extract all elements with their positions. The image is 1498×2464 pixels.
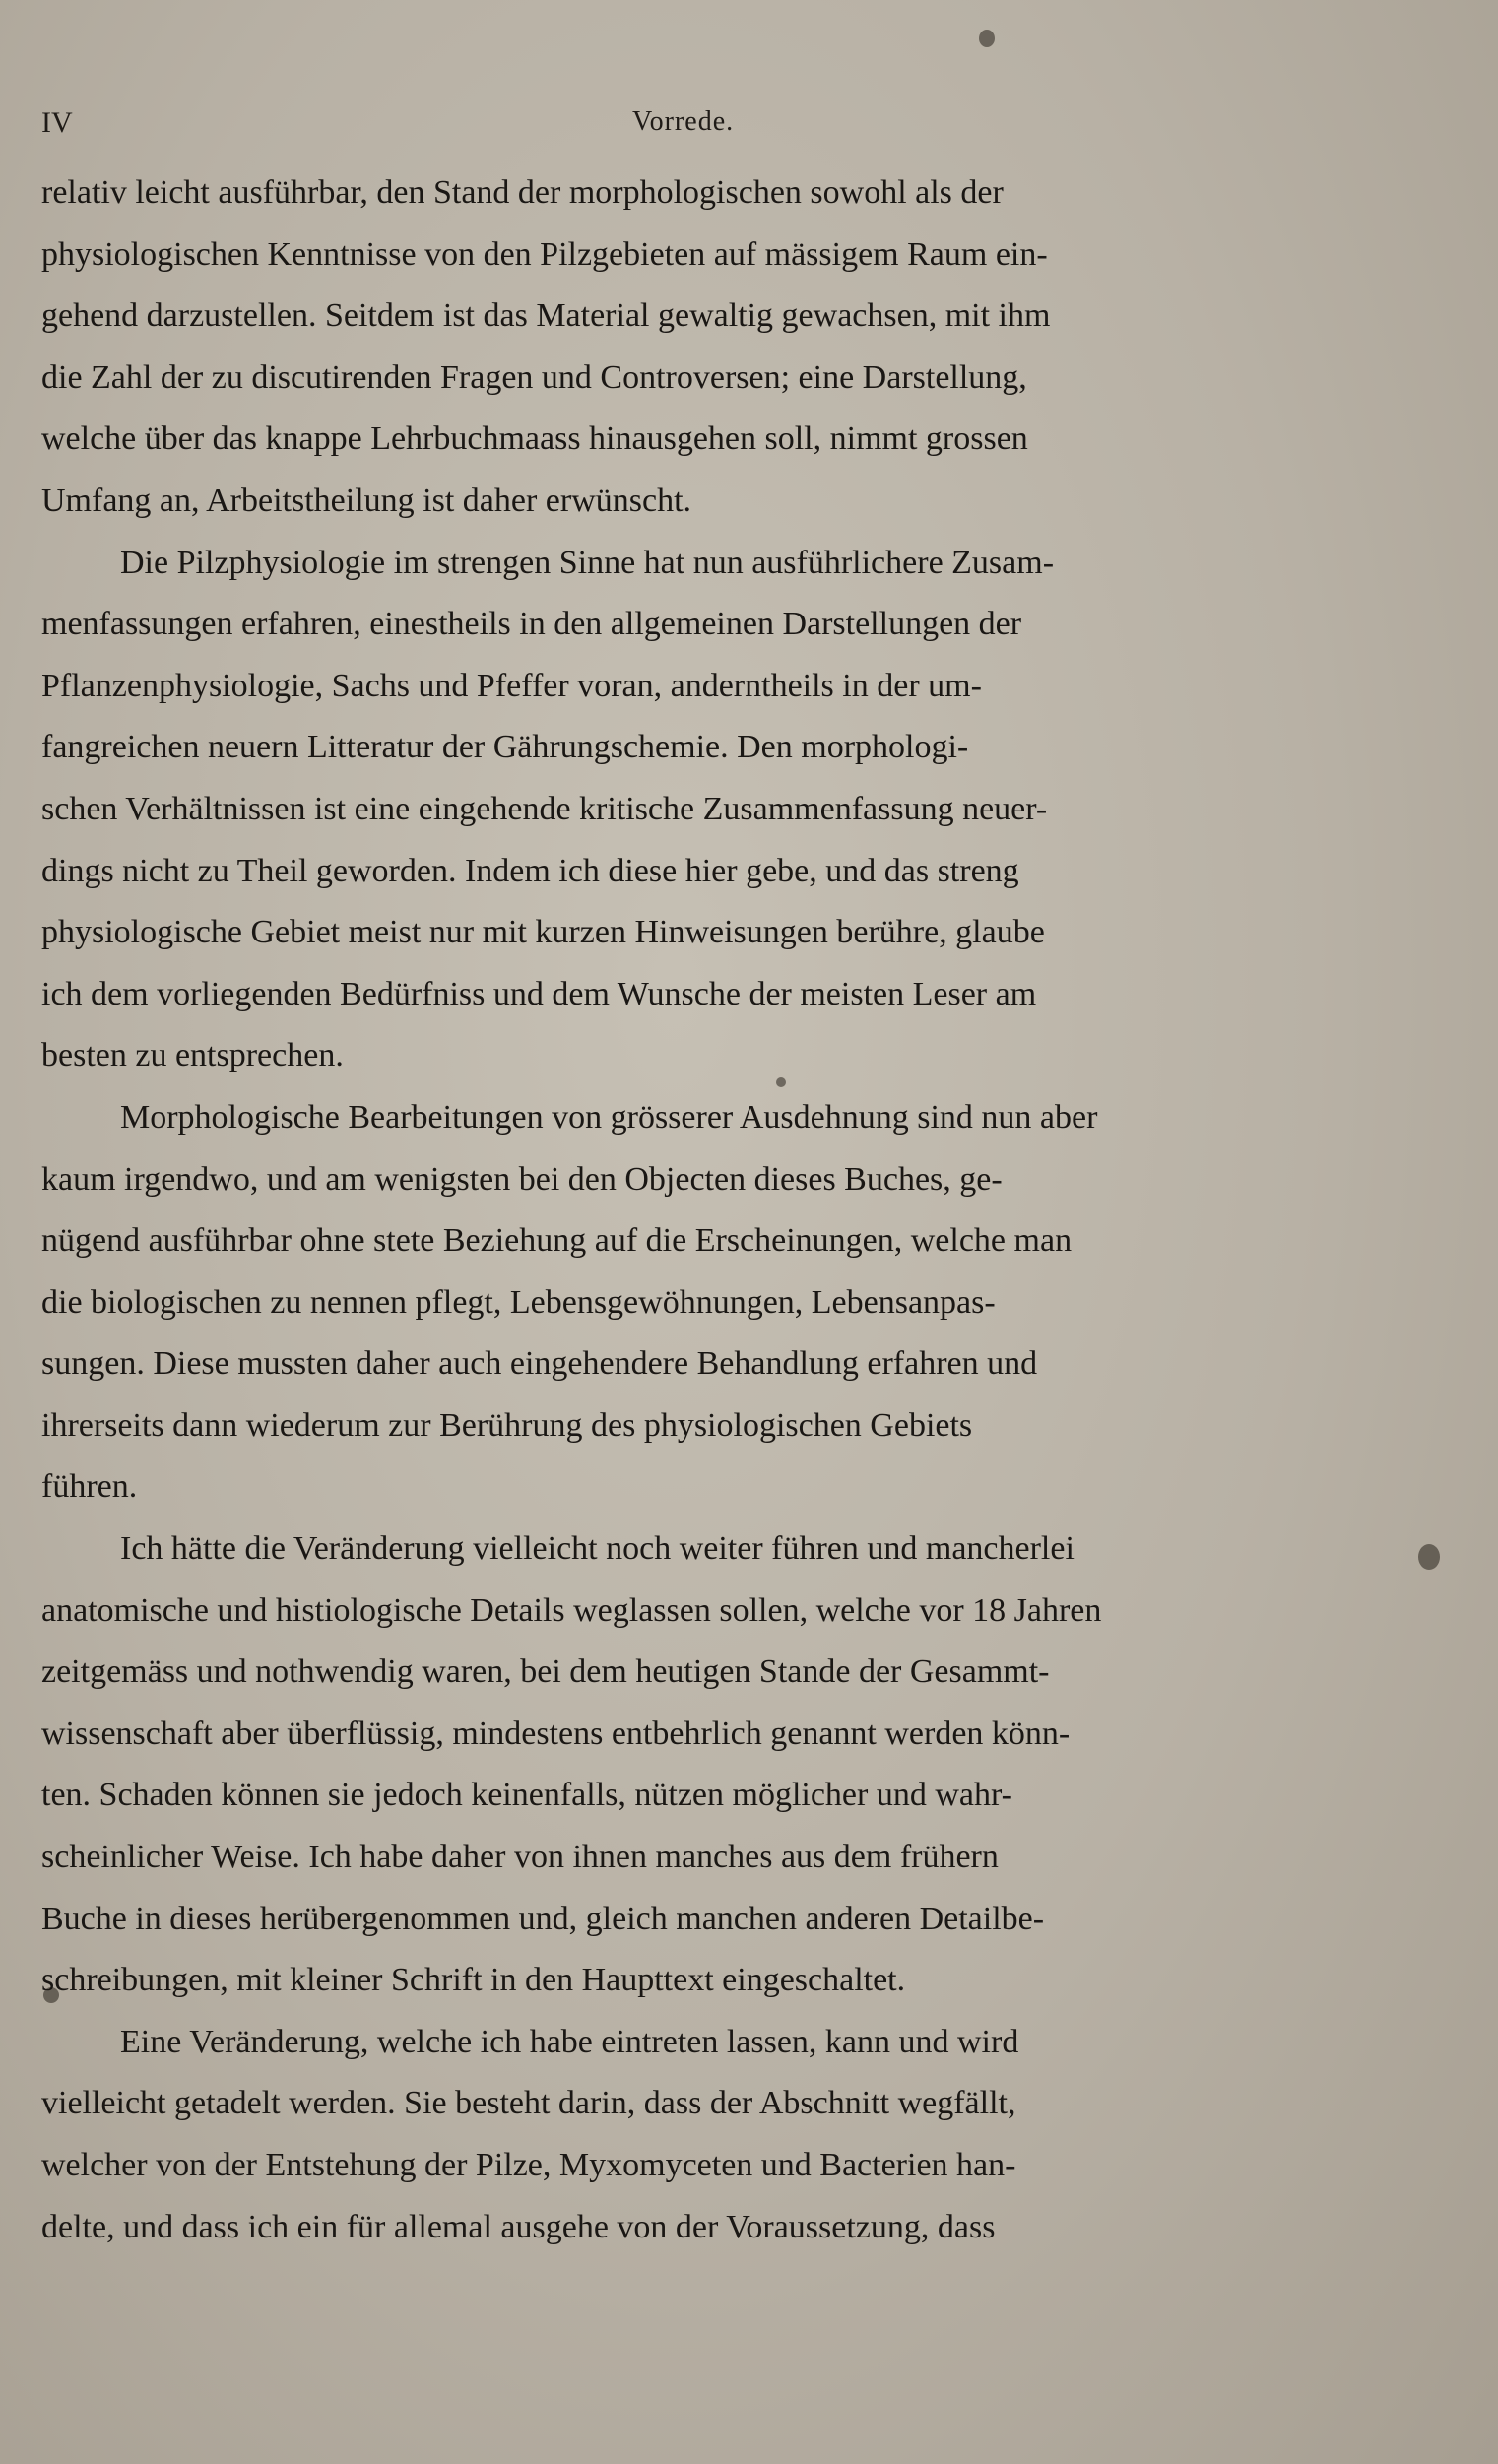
text-line: ihrerseits dann wiederum zur Berührung des physiologischen Gebiets	[41, 1406, 973, 1444]
paragraph	[41, 1519, 1366, 2012]
text-line: fangreichen neuern Litteratur der Gährungschemie. Den morphologi-	[41, 729, 969, 766]
paragraph	[41, 533, 1366, 1087]
text-line: scheinlicher Weise. Ich habe daher von ihnen manches aus dem frühern	[41, 1839, 999, 1876]
body-text	[41, 162, 1366, 2258]
text-line: anatomische und histiologische Details weglassen sollen, welche vor 18 Jahren	[41, 1591, 1102, 1629]
text-line: menfassungen erfahren, einestheils in den allgemeinen Darstellungen der	[41, 606, 1022, 643]
text-line: Buche in dieses herübergenommen und, gleich manchen anderen Detailbe-	[41, 1900, 1045, 1937]
page-number: IV	[41, 106, 73, 139]
ink-spot	[1418, 1544, 1440, 1570]
text-line: kaum irgendwo, und am wenigsten bei den Objecten dieses Buches, ge-	[41, 1160, 1003, 1198]
text-line: welche über das knappe Lehrbuchmaass hinausgehen soll, nimmt grossen	[41, 421, 1028, 458]
paragraph	[41, 1087, 1366, 1519]
text-line: ten. Schaden können sie jedoch keinenfalls, nützen möglicher und wahr-	[41, 1777, 1012, 1814]
text-line: Morphologische Bearbeitungen von grösserer Ausdehnung sind nun aber	[120, 1098, 1098, 1135]
text-line: zeitgemäss und nothwendig waren, bei dem heutigen Stande der Gesammt-	[41, 1653, 1050, 1691]
paragraph	[41, 162, 1366, 533]
paragraph	[41, 2012, 1366, 2258]
text-line: nügend ausführbar ohne stete Beziehung auf die Erscheinungen, welche man	[41, 1222, 1073, 1260]
text-line: dings nicht zu Theil geworden. Indem ich diese hier gebe, und das streng	[41, 852, 1019, 889]
text-line: relativ leicht ausführbar, den Stand der morphologischen sowohl als der	[41, 174, 1004, 211]
text-line: Ich hätte die Veränderung vielleicht noch weiter führen und mancherlei	[120, 1530, 1075, 1568]
running-title: Vorrede.	[632, 106, 735, 137]
text-line: gehend darzustellen. Seitdem ist das Material gewaltig gewachsen, mit ihm	[41, 297, 1051, 335]
ink-spot	[979, 30, 995, 47]
text-line: Pflanzenphysiologie, Sachs und Pfeffer voran, anderntheils in der um-	[41, 667, 982, 704]
text-line: die biologischen zu nennen pflegt, Lebensgewöhnungen, Lebensanpas-	[41, 1283, 996, 1321]
text-line: wissenschaft aber überflüssig, mindestens entbehrlich genannt werden könn-	[41, 1715, 1071, 1752]
text-line: delte, und dass ich ein für allemal ausgehe von der Voraussetzung, dass	[41, 2208, 996, 2245]
text-line: Umfang an, Arbeitstheilung ist daher erwünscht.	[41, 482, 692, 519]
text-line: vielleicht getadelt werden. Sie besteht darin, dass der Abschnitt wegfällt,	[41, 2085, 1016, 2122]
text-line: die Zahl der zu discutirenden Fragen und Controversen; eine Darstellung,	[41, 358, 1027, 396]
page-header	[41, 106, 1366, 146]
text-line: welcher von der Entstehung der Pilze, Myxomyceten und Bacterien han-	[41, 2147, 1016, 2183]
text-line: physiologischen Kenntnisse von den Pilzgebieten auf mässigem Raum ein-	[41, 235, 1048, 273]
text-line: führen.	[41, 1468, 138, 1506]
text-line: schen Verhältnissen ist eine eingehende kritische Zusammenfassung neuer-	[41, 790, 1048, 827]
text-line: schreibungen, mit kleiner Schrift in den Haupttext eingeschaltet.	[41, 1962, 906, 1999]
text-line: sungen. Diese mussten daher auch eingehendere Behandlung erfahren und	[41, 1345, 1038, 1383]
text-line: Die Pilzphysiologie im strengen Sinne hat nun ausführlichere Zusam-	[120, 544, 1055, 581]
text-line: besten zu entsprechen.	[41, 1037, 344, 1074]
text-line: ich dem vorliegenden Bedürfniss und dem Wunsche der meisten Leser am	[41, 975, 1037, 1012]
text-line: Eine Veränderung, welche ich habe eintreten lassen, kann und wird	[120, 2023, 1019, 2060]
text-line: physiologische Gebiet meist nur mit kurzen Hinweisungen berühre, glaube	[41, 914, 1045, 951]
